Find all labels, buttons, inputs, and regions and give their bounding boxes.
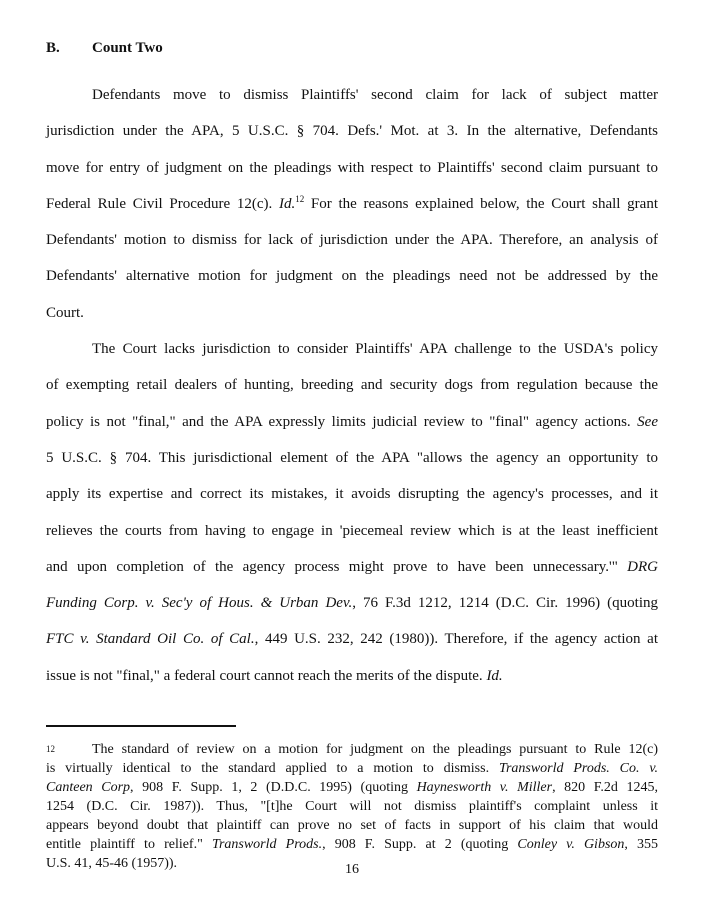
text-run: entitle plaintiff to relief." <box>46 837 212 852</box>
footnote-reference[interactable]: 12 <box>295 193 305 204</box>
text-run: is virtually identical to the standard applied to a motion to dismiss. <box>46 761 499 776</box>
page-number: 16 <box>345 862 359 877</box>
text-line <box>46 549 658 585</box>
text-line: Defendants move to dismiss Plaintiffs' second claim for lack of subject matter <box>92 87 658 103</box>
text-run: issue is not "final," a federal court cannot reach the merits of the dispute. <box>46 667 487 684</box>
text-line: Defendants' alternative motion for judgment on the pleadings need not be addressed by the <box>46 268 658 285</box>
paragraph-2 <box>46 331 658 694</box>
text-line <box>46 778 658 797</box>
id-citation: Id. <box>278 195 296 212</box>
text-line <box>46 740 658 759</box>
text-line: Defendants' motion to dismiss for lack of jurisdiction under the APA. Therefore, an analysis of <box>46 232 658 249</box>
text-run: The standard of review on a motion for judgment on the pleadings pursuant to Rule 12(c) <box>92 742 658 757</box>
text-run: , 355 <box>624 837 659 852</box>
text-line: move for entry of judgment on the pleadings with respect to Plaintiffs' second claim pursuant to <box>46 159 658 176</box>
case-name: DRG <box>627 558 658 575</box>
footnote-12 <box>46 740 658 873</box>
text-line: relieves the courts from having to engage in 'piecemeal review which is at the least inefficient <box>46 522 658 539</box>
case-name: Haynesworth v. Miller <box>416 780 553 795</box>
text-run: , 820 F.2d 1245, <box>552 780 658 795</box>
text-run: , 76 F.3d 1212, 1214 (D.C. Cir. 1996) (quoting <box>352 595 658 612</box>
text-run: , 908 F. Supp. 1, 2 (D.D.C. 1995) (quoting <box>130 780 417 795</box>
case-name: Transworld Prods. <box>211 837 323 852</box>
text-line <box>46 658 658 694</box>
text-run: , 449 U.S. 232, 242 (1980)). Therefore, if the agency action at <box>254 631 659 648</box>
case-name: Conley v. Gibson <box>517 837 625 852</box>
text-line: apply its expertise and correct its mistakes, it avoids disrupting the agency's processes, and it <box>46 486 658 503</box>
text-run: For the reasons explained below, the Court shall grant <box>304 195 658 212</box>
text-line: 1254 (D.C. Cir. 1987)). Thus, "[t]he Court will not dismiss plaintiff's complaint unless it <box>46 799 658 814</box>
text-line <box>46 186 658 222</box>
section-heading <box>46 40 163 57</box>
id-citation: Id. <box>486 667 503 684</box>
text-line <box>46 404 658 440</box>
footnote-separator <box>46 725 236 727</box>
paragraph-1 <box>46 77 658 331</box>
see-signal: See <box>637 413 658 430</box>
text-line: Court. <box>46 304 84 321</box>
text-line <box>46 585 658 621</box>
text-run: policy is not "final," and the APA expressly limits judicial review to "final" agency actions. <box>46 413 638 430</box>
text-line: appears beyond doubt that plaintiff can prove no set of facts in support of his claim that would <box>46 818 658 833</box>
case-name: Funding Corp. v. Sec'y of Hous. & Urban Dev. <box>46 595 353 612</box>
text-line: The Court lacks jurisdiction to consider Plaintiffs' APA challenge to the USDA's policy <box>92 341 658 358</box>
text-line: of exempting retail dealers of hunting, breeding and security dogs from regulation because the <box>46 377 658 394</box>
section-letter: B. <box>46 40 60 56</box>
text-line: 5 U.S.C. § 704. This jurisdictional element of the APA "allows the agency an opportunity to <box>46 449 658 466</box>
text-run: Federal Rule Civil Procedure 12(c). <box>46 195 279 212</box>
body-text <box>46 77 658 694</box>
text-line <box>46 835 658 854</box>
text-line <box>46 759 658 778</box>
section-title: Count Two <box>92 40 163 56</box>
case-name: Canteen Corp <box>46 780 131 795</box>
text-line: jurisdiction under the APA, 5 U.S.C. § 704. Defs.' Mot. at 3. In the alternative, Defendants <box>46 123 658 140</box>
footnote-marker: 12 <box>46 744 55 754</box>
case-name: Transworld Prods. Co. v. <box>498 761 659 776</box>
text-line: U.S. 41, 45-46 (1957)). <box>46 856 178 871</box>
text-run: , 908 F. Supp. at 2 (quoting <box>322 837 518 852</box>
case-name: FTC v. Standard Oil Co. of Cal. <box>46 631 255 648</box>
text-line <box>46 621 658 657</box>
text-run: and upon completion of the agency process might prove to have been unnecessary.'" <box>46 558 628 575</box>
